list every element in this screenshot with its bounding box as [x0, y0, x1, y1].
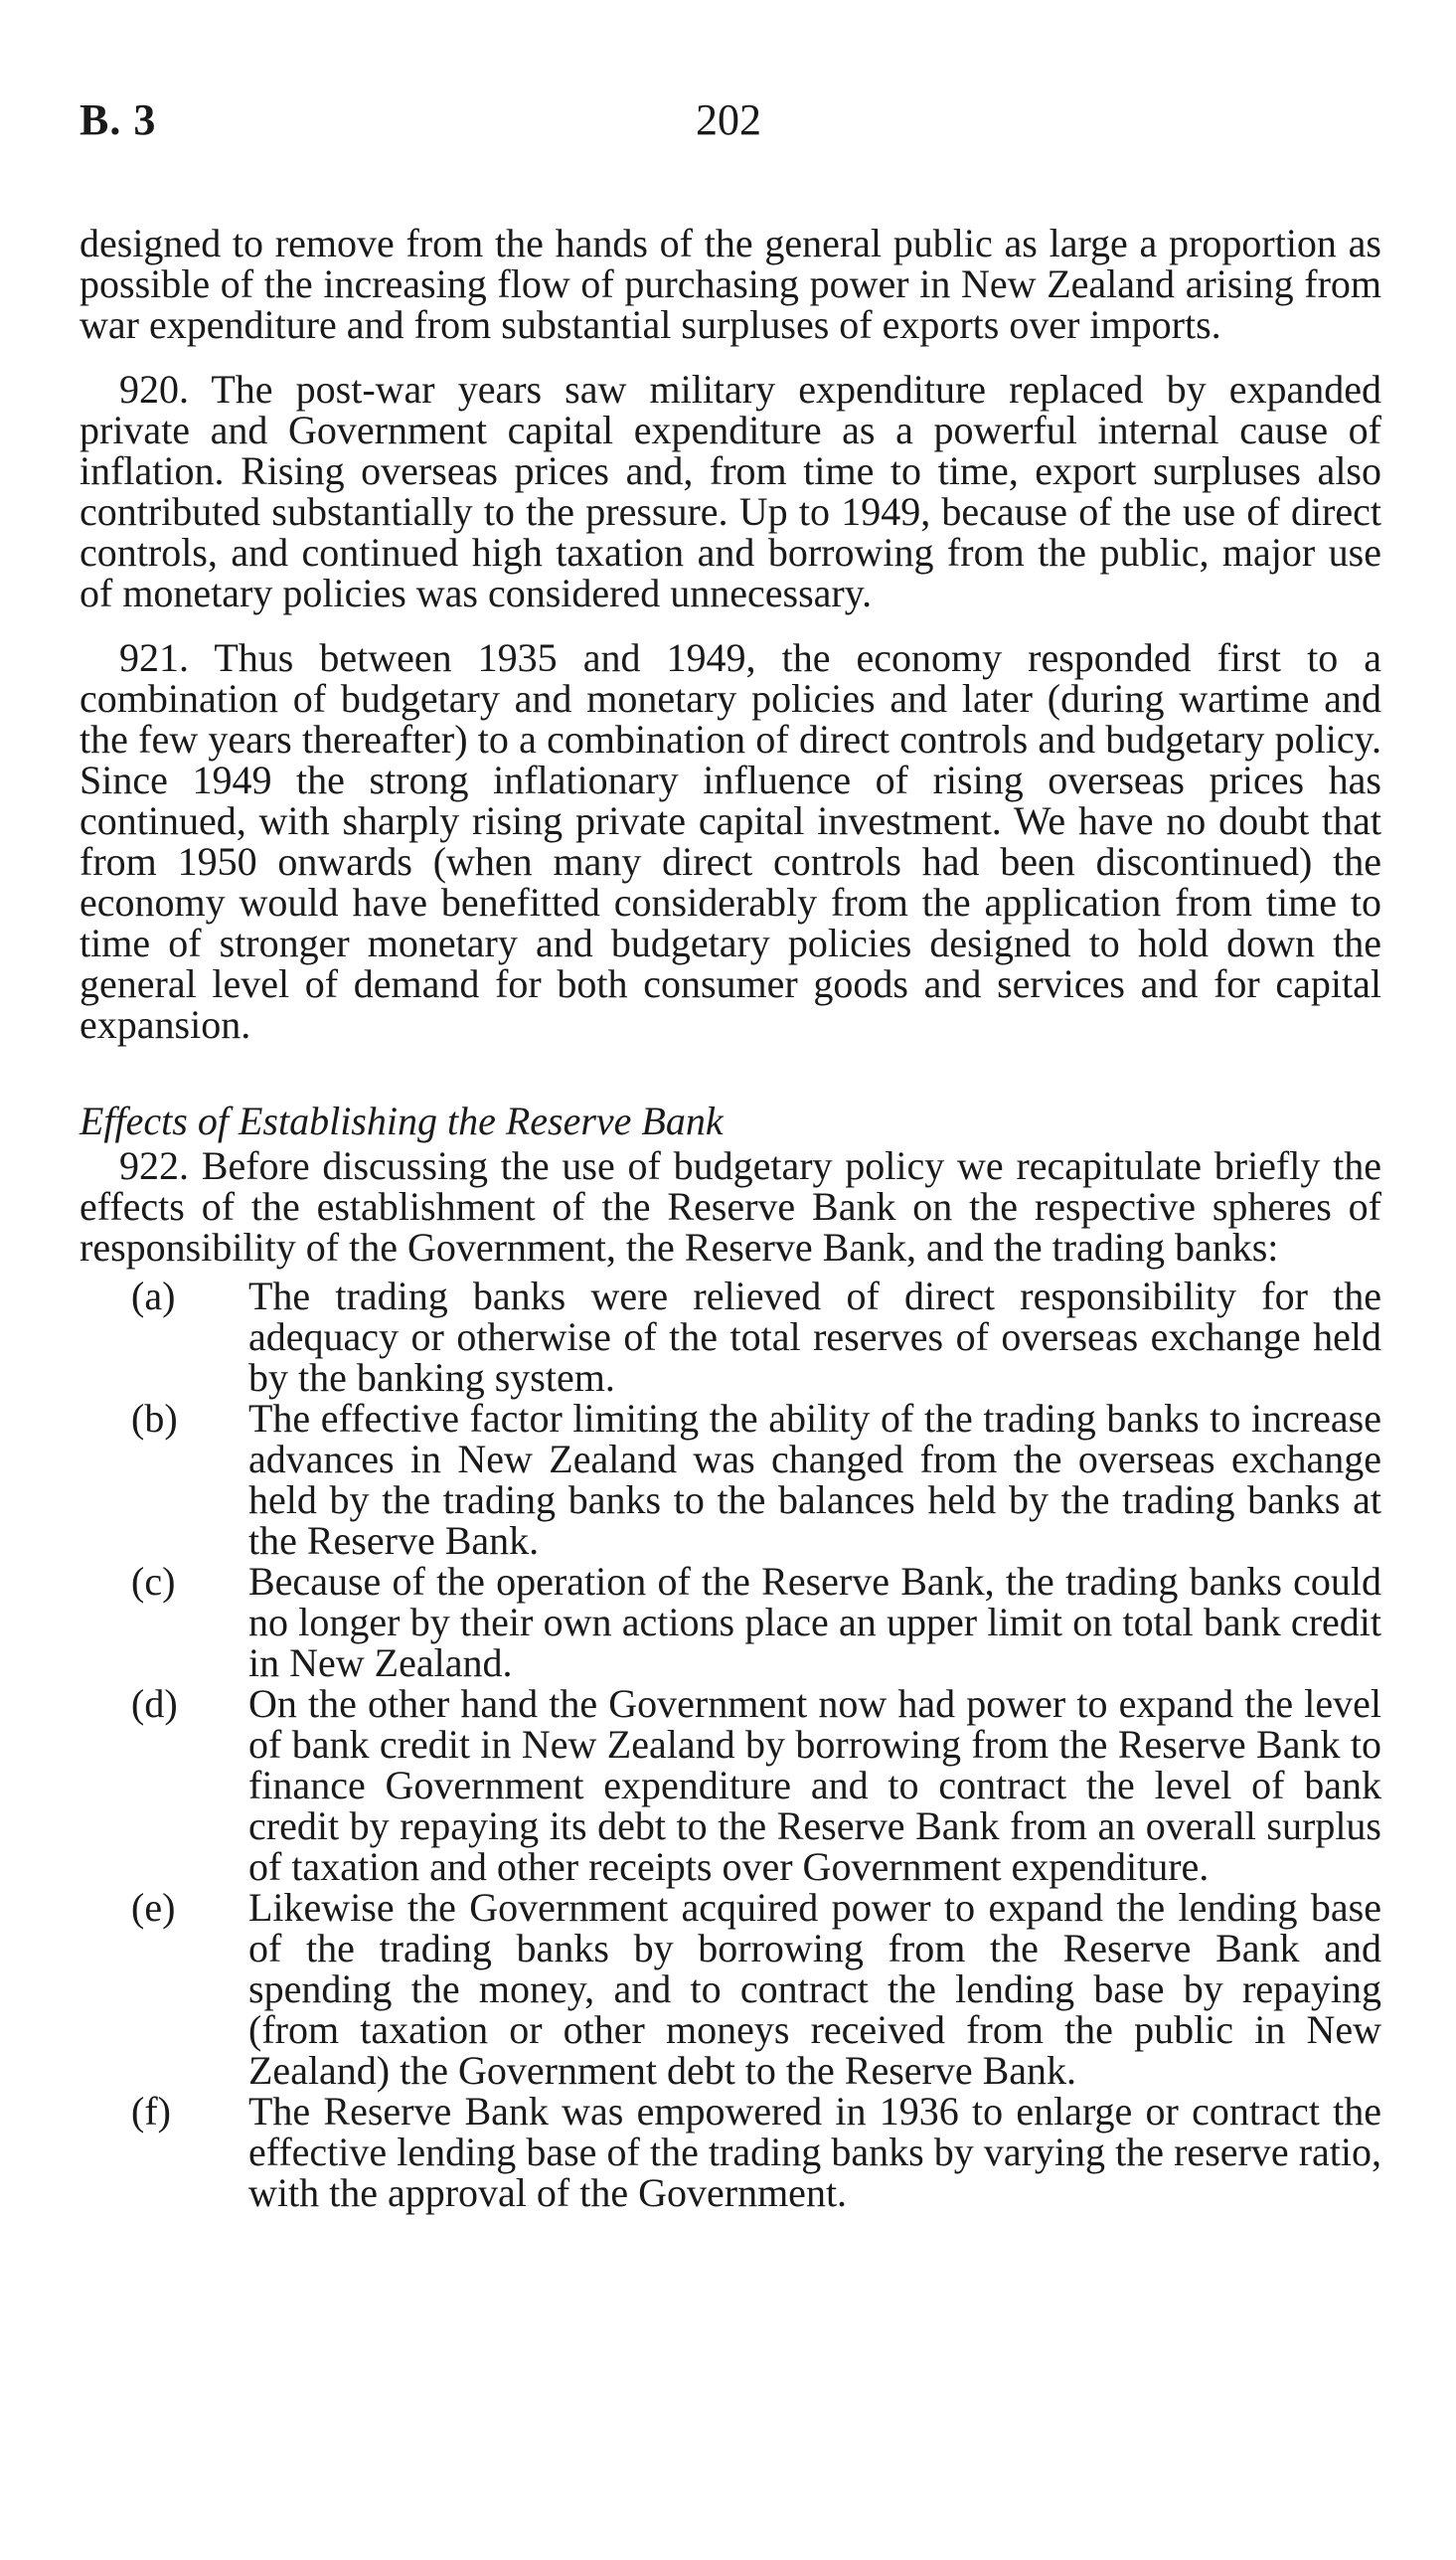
- list-item: (f) The Reserve Bank was empowered in 1936 to enlarge or contract the effective lending base of the trading banks by varying the reserve ratio, with the approval of the Government.: [131, 2089, 1381, 2215]
- list-item: (d) On the other hand the Government now had power to expand the level of bank credit in New Zealand by borrowing from the Reserve Bank to finance Government expenditure and to contract the level of bank credit by repaying its debt to the Reserve Bank from an overall surplus of taxation and other receipts over Government expenditure.: [131, 1681, 1381, 1889]
- list-item-text: The effective factor limiting the ability of the trading banks to increase advances in New Zealand was changed from the overseas exchange held by the trading banks to the balances held by the trading banks at the Reserve Bank.: [248, 1396, 1381, 1563]
- document-reference: B. 3: [80, 95, 157, 144]
- list-item-text: Because of the operation of the Reserve Bank, the trading banks could no longer by their own actions place an upper limit on total bank credit in New Zealand.: [248, 1559, 1381, 1685]
- list-item-text: Likewise the Government acquired power to expand the lending base of the trading banks by borrowing from the Reserve Bank and spending the money, and to contract the lending base by repaying (from taxation or other moneys received from the public in New Zealand) the Government debt to the Reserve Bank.: [248, 1885, 1381, 2093]
- list-item: (e) Likewise the Government acquired power to expand the lending base of the trading banks by borrowing from the Reserve Bank and spending the money, and to contract the lending base by repaying (from taxation or other moneys received from the public in New Zealand) the Government debt to the Reserve Bank.: [131, 1885, 1381, 2093]
- paragraph-920: 920. The post-war years saw military expenditure replaced by expanded private and Government capital expenditure as a powerful internal cause of inflation. Rising overseas prices and, from time to time, export surpluses also contributed substantially to the pressure. Up to 1949, because of the use of direct controls, and continued high taxation and borrowing from the public, major use of monetary policies was considered unnecessary.: [80, 367, 1381, 615]
- paragraph-922: 922. Before discussing the use of budgetary policy we recapitulate briefly the effects of the establishment of the Reserve Bank on the respective spheres of responsibility of the Government, the Reserve Bank, and the trading banks:: [80, 1143, 1381, 1270]
- paragraph-intro: designed to remove from the hands of the general public as large a proportion as possible of the increasing flow of purchasing power in New Zealand arising from war expenditure and from substantial surpluses of exports over imports.: [80, 221, 1381, 347]
- section-heading: Effects of Establishing the Reserve Bank: [80, 1099, 724, 1143]
- page-number: 202: [696, 95, 761, 144]
- effects-list: [80, 1276, 1381, 2213]
- list-item-text: On the other hand the Government now had power to expand the level of bank credit in New Zealand by borrowing from the Reserve Bank to finance Government expenditure and to contract the level of bank credit by repaying its debt to the Reserve Bank from an overall surplus of taxation and other receipts over Government expenditure.: [248, 1681, 1381, 1889]
- list-item: (c) Because of the operation of the Reserve Bank, the trading banks could no longer by their own actions place an upper limit on total bank credit in New Zealand.: [131, 1559, 1381, 1685]
- list-item: (b) The effective factor limiting the ability of the trading banks to increase advances in New Zealand was changed from the overseas exchange held by the trading banks to the balances held by the trading banks at the Reserve Bank.: [131, 1396, 1381, 1563]
- list-item-text: The trading banks were relieved of direct responsibility for the adequacy or otherwise of the total reserves of overseas exchange held by the banking system.: [248, 1274, 1381, 1400]
- document-page: [80, 95, 1381, 2215]
- list-item: (a) The trading banks were relieved of direct responsibility for the adequacy or otherwise of the total reserves of overseas exchange held by the banking system.: [131, 1274, 1381, 1400]
- page-header: [80, 95, 1381, 165]
- list-item-text: The Reserve Bank was empowered in 1936 to enlarge or contract the effective lending base of the trading banks by varying the reserve ratio, with the approval of the Government.: [248, 2089, 1381, 2215]
- paragraph-921: 921. Thus between 1935 and 1949, the economy responded first to a combination of budgetary and monetary policies and later (during wartime and the few years thereafter) to a combination of direct controls and budgetary policy. Since 1949 the strong inflationary influence of rising overseas prices has continued, with sharply rising private capital investment. We have no doubt that from 1950 onwards (when many direct controls had been discontinued) the economy would have benefitted considerably from the application from time to time of stronger monetary and budgetary policies designed to hold down the general level of demand for both consumer goods and services and for capital expansion.: [80, 635, 1381, 1047]
